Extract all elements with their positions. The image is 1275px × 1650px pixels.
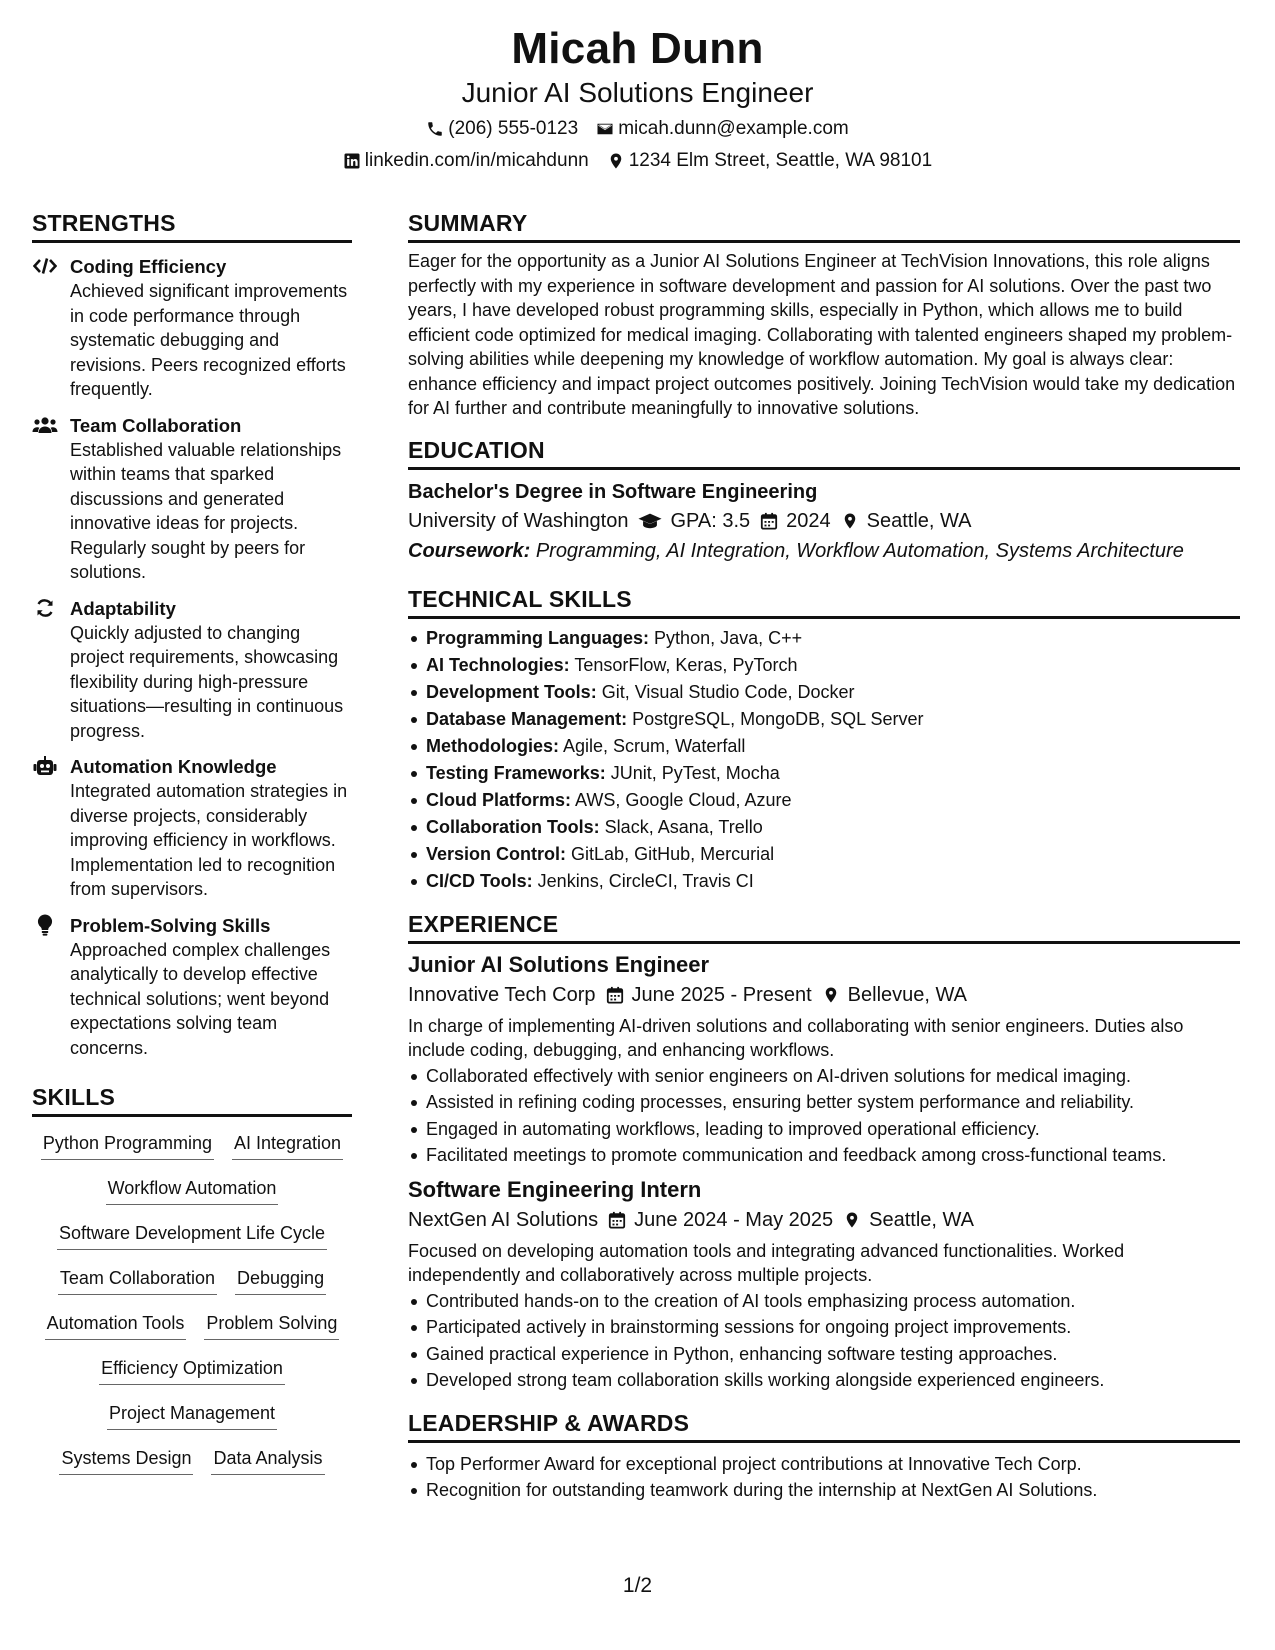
list-item: AI Technologies: TensorFlow, Keras, PyTorch bbox=[408, 652, 1240, 679]
linkedin-text: linkedin.com/in/micahdunn bbox=[364, 150, 589, 171]
skill-row bbox=[32, 1401, 352, 1446]
job-dates: June 2025 - Present bbox=[606, 980, 812, 1010]
skill-tag: Project Management bbox=[107, 1401, 277, 1430]
job-description: Focused on developing automation tools and integrating advanced functionalities. Worked independently and collaboratively across multiple projects. bbox=[408, 1240, 1125, 1285]
sync-icon bbox=[35, 598, 55, 618]
map-marker-icon bbox=[841, 512, 859, 530]
candidate-name: Micah Dunn bbox=[511, 24, 764, 73]
job-title: Software Engineering Intern bbox=[408, 1176, 702, 1202]
skill-tag: Problem Solving bbox=[204, 1311, 339, 1340]
skill-tag: Automation Tools bbox=[45, 1311, 187, 1340]
skill-row bbox=[32, 1131, 352, 1176]
strength-item bbox=[32, 755, 352, 902]
map-marker-icon bbox=[843, 1211, 861, 1229]
lightbulb-icon bbox=[37, 914, 53, 936]
skill-tag: Python Programming bbox=[41, 1131, 214, 1160]
skill-tag: Efficiency Optimization bbox=[99, 1356, 285, 1385]
job-bullets bbox=[408, 1063, 1240, 1169]
right-column bbox=[408, 208, 1240, 1504]
list-item: Development Tools: Git, Visual Studio Code, Docker bbox=[408, 679, 1240, 706]
page-number: 1/2 bbox=[622, 1574, 653, 1597]
strength-title: Team Collaboration bbox=[70, 414, 242, 436]
strength-title: Adaptability bbox=[70, 597, 176, 619]
skills-tags bbox=[32, 1131, 352, 1491]
leadership-heading: LEADERSHIP & AWARDS bbox=[408, 1408, 1240, 1443]
list-item: Collaborated effectively with senior engineers on AI-driven solutions for medical imaging. bbox=[408, 1063, 1240, 1090]
strength-item bbox=[32, 914, 352, 1061]
education-heading: EDUCATION bbox=[408, 435, 1240, 470]
job-dates: June 2024 - May 2025 bbox=[608, 1205, 833, 1235]
list-item: Recognition for outstanding teamwork during the internship at NextGen AI Solutions. bbox=[408, 1477, 1240, 1504]
skill-tag: Software Development Life Cycle bbox=[57, 1221, 327, 1250]
skill-row bbox=[32, 1311, 352, 1356]
address-contact bbox=[607, 148, 932, 174]
coursework-label: Coursework: bbox=[408, 539, 531, 562]
skill-row bbox=[32, 1266, 352, 1311]
job-entry bbox=[408, 1175, 1240, 1394]
job-location: Bellevue, WA bbox=[822, 980, 967, 1010]
envelope-icon bbox=[596, 120, 614, 138]
linkedin-contact[interactable] bbox=[343, 148, 589, 174]
list-item: Facilitated meetings to promote communication and feedback among cross-functional teams. bbox=[408, 1142, 1240, 1169]
list-item: Database Management: PostgreSQL, MongoDB, SQL Server bbox=[408, 706, 1240, 733]
education-year: 2024 bbox=[760, 506, 831, 536]
job-meta bbox=[408, 980, 1240, 1010]
calendar-icon bbox=[608, 1211, 626, 1229]
phone-contact[interactable] bbox=[426, 116, 578, 142]
coursework-text: Programming, AI Integration, Workflow Automation, Systems Architecture bbox=[535, 539, 1184, 562]
education-coursework bbox=[408, 536, 1240, 566]
list-item: Programming Languages: Python, Java, C++ bbox=[408, 625, 1240, 652]
technical-skills-list bbox=[408, 625, 1240, 895]
phone-text: (206) 555-0123 bbox=[448, 118, 579, 139]
calendar-icon bbox=[606, 986, 624, 1004]
address-text: 1234 Elm Street, Seattle, WA 98101 bbox=[628, 150, 933, 171]
strength-title: Coding Efficiency bbox=[70, 256, 227, 277]
skill-tag: AI Integration bbox=[232, 1131, 343, 1160]
skill-tag: Systems Design bbox=[59, 1446, 193, 1475]
strength-item bbox=[32, 255, 352, 402]
list-item: CI/CD Tools: Jenkins, CircleCI, Travis CI bbox=[408, 868, 1240, 895]
users-icon bbox=[32, 416, 58, 434]
skills-heading: SKILLS bbox=[32, 1082, 352, 1117]
strength-desc: Quickly adjusted to changing project requirements, showcasing flexibility during high-pressure situations—resulting in continuous progress. bbox=[70, 622, 344, 741]
candidate-title: Junior AI Solutions Engineer bbox=[461, 77, 814, 108]
education-gpa: GPA: 3.5 bbox=[638, 506, 750, 536]
education-location: Seattle, WA bbox=[841, 506, 972, 536]
summary-heading: SUMMARY bbox=[408, 208, 1240, 243]
job-entry bbox=[408, 950, 1240, 1169]
skill-tag: Team Collaboration bbox=[58, 1266, 217, 1295]
technical-skills-heading: TECHNICAL SKILLS bbox=[408, 584, 1240, 619]
code-icon bbox=[33, 257, 57, 275]
leadership-list bbox=[408, 1451, 1240, 1504]
calendar-icon bbox=[760, 512, 778, 530]
strength-desc: Integrated automation strategies in diverse projects, considerably improving efficiency in workflows. Implementation led to recognition from supervisors. bbox=[70, 781, 348, 899]
strengths-heading: STRENGTHS bbox=[32, 208, 352, 243]
skill-row bbox=[32, 1221, 352, 1266]
job-description: In charge of implementing AI-driven solutions and collaborating with senior engineers. Duties also include coding, debugging, and enhancing workflows. bbox=[408, 1015, 1184, 1060]
robot-icon bbox=[33, 756, 57, 776]
strength-title: Automation Knowledge bbox=[70, 756, 277, 777]
phone-icon bbox=[426, 120, 444, 138]
list-item: Contributed hands-on to the creation of AI tools emphasizing process automation. bbox=[408, 1288, 1240, 1315]
job-bullets bbox=[408, 1288, 1240, 1394]
education-school: University of Washington bbox=[408, 509, 629, 532]
left-column bbox=[32, 208, 352, 1491]
list-item: Collaboration Tools: Slack, Asana, Trello bbox=[408, 814, 1240, 841]
graduation-cap-icon bbox=[638, 512, 662, 530]
skill-row bbox=[32, 1446, 352, 1491]
job-location: Seattle, WA bbox=[843, 1205, 974, 1235]
list-item: Version Control: GitLab, GitHub, Mercurial bbox=[408, 841, 1240, 868]
summary-text: Eager for the opportunity as a Junior AI Solutions Engineer at TechVision Innovations, this role aligns perfectly with my experience in software development and passion for AI solutions. Over the past two years, I have developed robust programming skills, especially in Python, which allows me to build efficient code optimized for medical imaging. Collaborating with talented engineers shaped my problem-solving abilities while deepening my knowledge of workflow automation. My goal is always clear: enhance efficiency and impact project outcomes positively. Joining TechVision would take my dedication for AI further and contribute meaningfully to innovative solutions. bbox=[408, 251, 1236, 418]
skill-tag: Data Analysis bbox=[211, 1446, 324, 1475]
job-meta bbox=[408, 1205, 1240, 1235]
skill-tag: Workflow Automation bbox=[106, 1176, 279, 1205]
experience-heading: EXPERIENCE bbox=[408, 909, 1240, 944]
education-meta bbox=[408, 506, 1240, 536]
strength-item bbox=[32, 597, 352, 744]
strength-desc: Achieved significant improvements in code performance through systematic debugging and revisions. Peers recognized efforts frequently. bbox=[70, 281, 348, 399]
skill-row bbox=[32, 1356, 352, 1401]
job-company: Innovative Tech Corp bbox=[408, 983, 596, 1006]
contact-row-2 bbox=[0, 148, 1275, 174]
strength-desc: Approached complex challenges analytically to develop effective technical solutions; went beyond expectations solving team concerns. bbox=[70, 939, 331, 1058]
skill-row bbox=[32, 1176, 352, 1221]
list-item: Methodologies: Agile, Scrum, Waterfall bbox=[408, 733, 1240, 760]
list-item: Testing Frameworks: JUnit, PyTest, Mocha bbox=[408, 760, 1240, 787]
skill-tag: Debugging bbox=[235, 1266, 326, 1295]
linkedin-icon bbox=[343, 152, 361, 170]
email-contact[interactable] bbox=[596, 116, 849, 142]
map-marker-icon bbox=[822, 986, 840, 1004]
list-item: Cloud Platforms: AWS, Google Cloud, Azure bbox=[408, 787, 1240, 814]
strength-desc: Established valuable relationships within teams that sparked discussions and generated innovative ideas for projects. Regularly sought by peers for solutions. bbox=[70, 439, 342, 582]
strength-title: Problem-Solving Skills bbox=[70, 914, 271, 936]
list-item: Gained practical experience in Python, enhancing software testing approaches. bbox=[408, 1341, 1240, 1368]
job-company: NextGen AI Solutions bbox=[408, 1208, 599, 1231]
strength-item bbox=[32, 414, 352, 585]
job-title: Junior AI Solutions Engineer bbox=[408, 951, 710, 977]
map-marker-icon bbox=[607, 152, 625, 170]
email-text: micah.dunn@example.com bbox=[618, 118, 849, 139]
resume-header bbox=[0, 22, 1275, 174]
list-item: Engaged in automating workflows, leading to improved operational efficiency. bbox=[408, 1116, 1240, 1143]
list-item: Developed strong team collaboration skills working alongside experienced engineers. bbox=[408, 1367, 1240, 1394]
list-item: Assisted in refining coding processes, ensuring better system performance and reliability. bbox=[408, 1089, 1240, 1116]
contact-row-1 bbox=[0, 116, 1275, 142]
list-item: Top Performer Award for exceptional project contributions at Innovative Tech Corp. bbox=[408, 1451, 1240, 1478]
list-item: Participated actively in brainstorming sessions for ongoing project improvements. bbox=[408, 1314, 1240, 1341]
education-degree: Bachelor's Degree in Software Engineering bbox=[408, 480, 818, 503]
